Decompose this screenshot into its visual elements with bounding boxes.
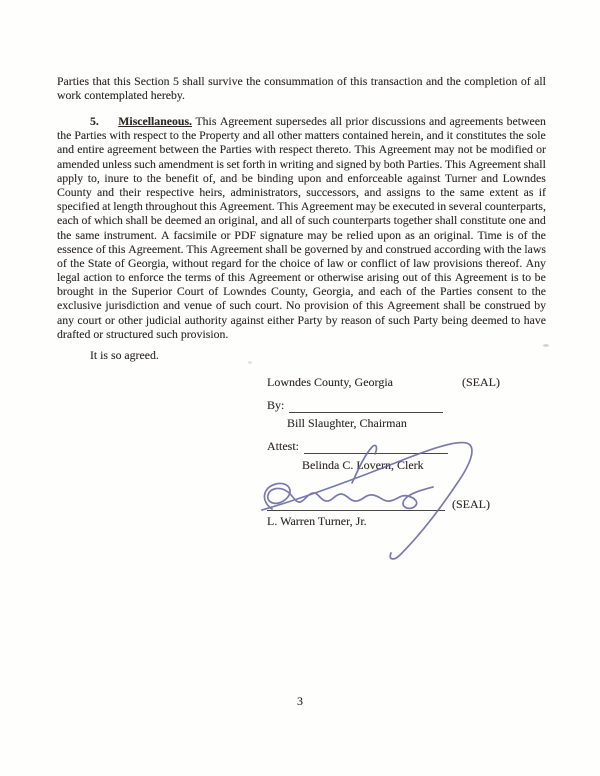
text-line: drafted or structured such provision. xyxy=(57,326,229,341)
turner-seal-label: (SEAL) xyxy=(452,497,490,511)
by-name: Bill Slaughter, Chairman xyxy=(287,416,407,430)
text-line: legal action to enforce the terms of this Agreement or otherwise arising out of this Agreement is to be xyxy=(57,270,546,285)
text-line: of the State of Georgia, without regard for the choice of law or conflict of law provisions thereof. Any xyxy=(57,255,546,270)
intro-paragraph xyxy=(57,74,546,102)
county-seal-label: (SEAL) xyxy=(462,375,500,389)
text-line: exclusive jurisdiction and venue of such court. No provision of this Agreement shall be construed by xyxy=(57,298,546,313)
agreed-line: It is so agreed. xyxy=(90,348,159,362)
section-number: 5. xyxy=(90,114,99,128)
attest-signature-row xyxy=(267,439,448,454)
text-line: work contemplated hereby. xyxy=(57,88,185,103)
text-line: any court or other judicial authority against either Party by reason of such Party being deemed to have xyxy=(57,312,546,327)
text-line: County and their respective heirs, administrators, successors, and assigns to the same extent as if xyxy=(57,184,546,199)
section-heading: Miscellaneous. xyxy=(118,114,193,128)
by-label: By: xyxy=(267,398,285,412)
text-line: 5. Miscellaneous. This Agreement supersedes all prior discussions and agreements between xyxy=(90,114,546,128)
text-line: Parties that this Section 5 shall survive the consummation of this transaction and the completion of all xyxy=(57,74,546,88)
text-line: specified at length throughout this Agreement. This Agreement may be executed in several counterparts, xyxy=(57,199,546,214)
text-line: the same instrument. A facsimile or PDF signature may be relied upon as an original. Time is of the xyxy=(57,227,546,242)
by-signature-line xyxy=(289,401,443,413)
text-line: and entire agreement between the Parties with respect thereto. This Agreement may not be modified or xyxy=(57,142,546,157)
attest-name: Belinda C. Lovern, Clerk xyxy=(302,458,424,472)
text-line: brought in the Superior Court of Lowndes County, Georgia, and each of the Parties consent to the xyxy=(57,284,546,299)
text-line: apply to, inure to the benefit of, and be binding upon and enforceable against Turner and Lowndes xyxy=(57,170,546,185)
turner-name: L. Warren Turner, Jr. xyxy=(267,514,367,528)
text-line: essence of this Agreement. This Agreement shall be governed by and construed according with the laws xyxy=(57,241,546,256)
text-line: each of which shall be deemed an original, and all of such counterparts together shall constitute one and xyxy=(57,213,546,228)
turner-signature-line xyxy=(267,498,445,511)
scan-artifact xyxy=(543,344,549,347)
page-number: 3 xyxy=(297,694,303,708)
by-signature-row xyxy=(267,398,443,413)
scan-artifact xyxy=(248,361,252,364)
county-name: Lowndes County, Georgia xyxy=(267,375,393,389)
attest-label: Attest: xyxy=(267,439,299,453)
section5-paragraph xyxy=(57,114,546,341)
attest-signature-line xyxy=(304,443,448,454)
text-line: the Parties with respect to the Property and all other matters contained herein, and it constitutes the sole xyxy=(57,128,546,143)
text-line: amended unless such amendment is set forth in writing and signed by both Parties. This Agreement shall xyxy=(57,156,546,171)
